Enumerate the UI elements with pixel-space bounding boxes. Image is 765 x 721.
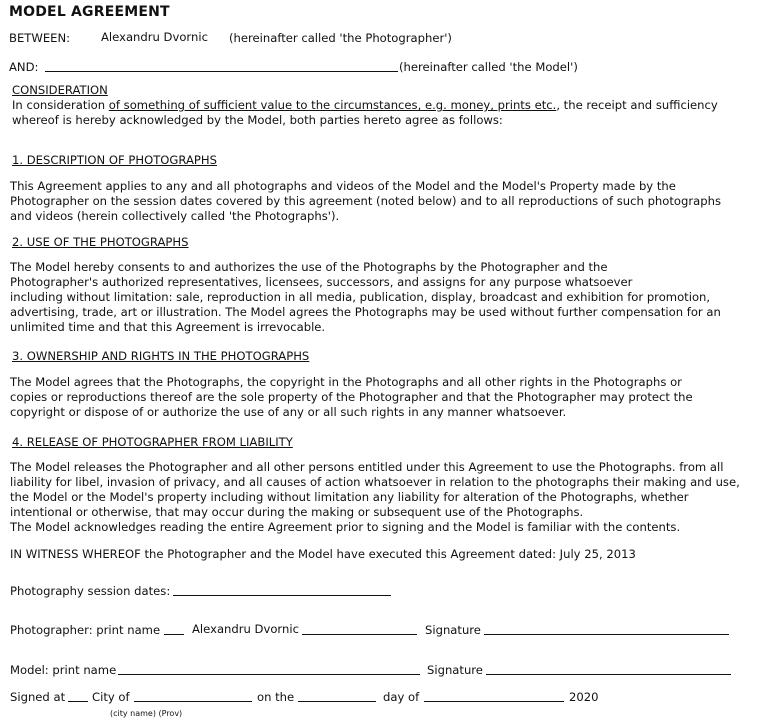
day-of-label: day of bbox=[383, 690, 420, 704]
day-field[interactable] bbox=[298, 690, 376, 702]
section-4-line: the Model or the Model's property including without limitation any liability for alteration of the Photographs, whether bbox=[10, 490, 689, 504]
between-label: BETWEEN: bbox=[9, 31, 71, 45]
section-3-body bbox=[10, 375, 693, 420]
photographer-name-line-pre bbox=[164, 623, 184, 635]
session-dates-field[interactable] bbox=[173, 584, 391, 596]
section-1-body bbox=[10, 179, 721, 224]
section-2-line: The Model hereby consents to and authorizes the use of the Photographs by the Photographer and the bbox=[10, 260, 608, 274]
photographer-print-name[interactable]: Alexandru Dvornic bbox=[192, 622, 299, 636]
section-4-line: The Model releases the Photographer and all other persons entitled under this Agreement to use the Photographs. from all bbox=[10, 460, 724, 474]
section-2-heading: 2. USE OF THE PHOTOGRAPHS bbox=[12, 235, 189, 249]
consideration-line-1-underlined: of something of sufficient value to the circumstances, e.g. money, prints etc. bbox=[108, 98, 557, 112]
photographer-signature-label: Signature bbox=[425, 623, 481, 637]
section-1-heading: 1. DESCRIPTION OF PHOTOGRAPHS bbox=[12, 153, 217, 167]
section-3-heading: 3. OWNERSHIP AND RIGHTS IN THE PHOTOGRAPHS bbox=[12, 349, 310, 363]
consideration-line-2: whereof is hereby acknowledged by the Model, both parties hereto agree as follows: bbox=[12, 113, 503, 127]
model-party-name-line[interactable] bbox=[45, 60, 398, 72]
section-1-line: and videos (herein collectively called 'the Photographs'). bbox=[10, 209, 340, 223]
model-print-name-label: Model: print name bbox=[10, 663, 117, 677]
section-4-line: intentional or otherwise, that may occur during the making or subsequent use of the Photographs. bbox=[10, 505, 584, 519]
city-of-label: City of bbox=[92, 690, 130, 704]
model-signature-field[interactable] bbox=[486, 663, 731, 675]
section-3-line: copies or reproductions thereof are the sole property of the Photographer and that the Photographer may protect the bbox=[10, 390, 693, 404]
witness-statement: IN WITNESS WHEREOF the Photographer and the Model have executed this Agreement dated: July 25, 2013 bbox=[10, 547, 636, 561]
on-the-label: on the bbox=[257, 690, 295, 704]
consideration-heading: CONSIDERATION bbox=[12, 83, 108, 97]
photographer-party-name: Alexandru Dvornic bbox=[101, 30, 208, 44]
document-title: MODEL AGREEMENT bbox=[9, 4, 170, 20]
signed-at-field[interactable] bbox=[68, 690, 88, 702]
month-field[interactable] bbox=[424, 690, 564, 702]
section-1-line: This Agreement applies to any and all photographs and videos of the Model and the Model's Property made by the bbox=[10, 179, 676, 193]
section-2-line: unlimited time and that this Agreement is irrevocable. bbox=[10, 320, 326, 334]
section-2-line: Photographer's authorized representatives, licensees, successors, and assigns for any purpose whatsoever bbox=[10, 275, 633, 289]
model-print-name-field[interactable] bbox=[118, 663, 420, 675]
city-prov-hint: (city name) (Prov) bbox=[110, 709, 183, 718]
section-3-line: The Model agrees that the Photographs, the copyright in the Photographs and all other rights in the Photographs or bbox=[10, 375, 682, 389]
section-2-line: advertising, trade, art or illustration. The Model agrees the Photographs may be used without further compensation for an bbox=[10, 305, 721, 319]
photographer-print-name-label: Photographer: print name bbox=[10, 623, 161, 637]
section-4-line: liability for libel, invasion of privacy, and all causes of action whatsoever in relation to the photographs their making and use, bbox=[10, 475, 740, 489]
consideration-line-1 bbox=[12, 98, 718, 112]
city-field[interactable] bbox=[134, 690, 252, 702]
session-dates-label: Photography session dates: bbox=[10, 584, 171, 598]
photographer-party-called: (hereinafter called 'the Photographer') bbox=[229, 31, 452, 45]
section-4-heading: 4. RELEASE OF PHOTOGRAPHER FROM LIABILITY bbox=[12, 435, 293, 449]
section-4-body bbox=[10, 460, 740, 535]
photographer-signature-field[interactable] bbox=[484, 623, 729, 635]
section-2-body bbox=[10, 260, 721, 335]
consideration-line-1-post: , the receipt and sufficiency bbox=[556, 98, 718, 112]
section-2-line: including without limitation: sale, reproduction in all media, publication, display, broadcast and exhibition for promotion, bbox=[10, 290, 711, 304]
model-signature-label: Signature bbox=[427, 663, 483, 677]
consideration-line-1-pre: In consideration bbox=[12, 98, 109, 112]
signed-at-label: Signed at bbox=[10, 690, 66, 704]
and-label: AND: bbox=[9, 60, 39, 74]
section-3-line: copyright or dispose of or authorize the use of any or all such rights in any manner whatsoever. bbox=[10, 405, 567, 419]
photographer-name-line-post bbox=[302, 623, 417, 635]
section-1-line: Photographer on the session dates covered by this agreement (noted below) and to all reproductions of such photographs bbox=[10, 194, 721, 208]
year-text: 2020 bbox=[569, 690, 599, 704]
section-4-line: The Model acknowledges reading the entire Agreement prior to signing and the Model is familiar with the contents. bbox=[10, 520, 681, 534]
model-party-called: (hereinafter called 'the Model') bbox=[399, 60, 578, 74]
